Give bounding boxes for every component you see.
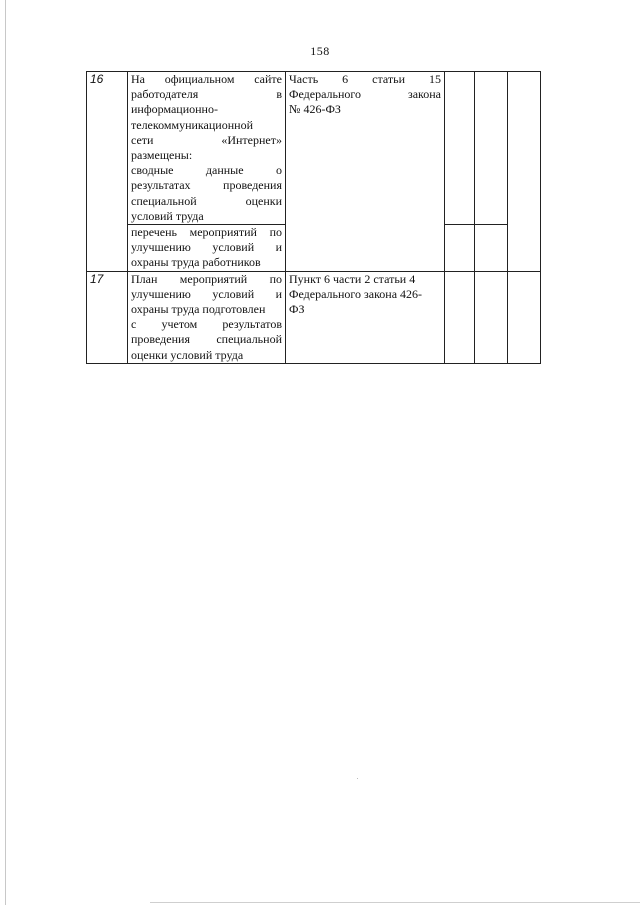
mark-cell: [445, 271, 475, 363]
text-line: условий труда: [131, 208, 204, 223]
text-line: На: [131, 72, 145, 86]
text-line: [131, 72, 282, 87]
page-edge-bottom: [150, 902, 640, 903]
text-line: охраны труда работников: [131, 255, 261, 270]
text-line: результатов: [222, 317, 282, 332]
text-line: по: [269, 271, 282, 286]
text-line: оценки условий труда: [131, 347, 244, 362]
text-line: и: [275, 286, 282, 301]
text-line: мероприятий: [189, 225, 257, 240]
text-line: 15: [429, 72, 441, 86]
text-line: условий: [212, 286, 255, 301]
text-line: [131, 287, 282, 302]
text-line: информационно-: [131, 102, 218, 117]
text-line: в: [276, 87, 282, 102]
text-line: [131, 332, 282, 347]
text-line: [289, 87, 441, 102]
text-line: 6: [342, 72, 349, 86]
requirements-table: [86, 71, 541, 364]
reference-cell-17: [286, 271, 445, 363]
text-line: и: [275, 240, 282, 255]
requirement-cell-16a: [128, 72, 286, 225]
text-line: сводные: [131, 163, 174, 178]
text-line: учетом: [161, 317, 198, 332]
mark-cell: [475, 225, 508, 272]
mark-cell: [445, 72, 475, 225]
page-edge-left: [5, 0, 6, 905]
mark-cell: [475, 271, 508, 363]
text-line: сети: [131, 132, 154, 147]
text-line: условий: [212, 240, 255, 255]
table-row-17: [87, 271, 541, 363]
text-line: [289, 72, 441, 87]
page-number: 158: [310, 44, 330, 58]
text-line: [131, 163, 282, 178]
text-line: [131, 194, 282, 209]
text-line: [131, 240, 282, 255]
text-line: [131, 87, 282, 102]
text-line: данные: [205, 163, 244, 178]
text-line: специальной: [131, 193, 197, 208]
text-line: Пункт 6 части 2 статьи 4: [289, 271, 416, 286]
text-line: Федерального: [289, 87, 362, 102]
text-line: «Интернет»: [221, 132, 282, 147]
note-cell: [508, 271, 541, 363]
text-line: улучшению: [131, 240, 191, 255]
text-line: [131, 225, 282, 240]
text-line: специальной: [216, 332, 282, 347]
text-line: Федерального закона 426-: [289, 286, 423, 301]
text-line: проведения: [223, 178, 282, 193]
text-line: Часть: [289, 72, 319, 86]
requirement-cell-16b: [128, 225, 286, 272]
text-line: охраны труда подготовлен: [131, 302, 266, 317]
reference-cell-16: [286, 72, 445, 272]
mark-cell: [445, 225, 475, 272]
text-line: телекоммуникационной: [131, 117, 253, 132]
text-line: размещены:: [131, 148, 193, 163]
requirement-cell-17: [128, 271, 286, 363]
text-line: ФЗ: [289, 302, 305, 317]
text-line: улучшению: [131, 286, 191, 301]
text-line: № 426-ФЗ: [289, 102, 341, 117]
text-line: [131, 133, 282, 148]
table-row-16-a: [87, 72, 541, 225]
text-line: мероприятий: [179, 271, 248, 286]
text-line: перечень: [131, 225, 178, 240]
note-cell: [508, 72, 541, 272]
text-line: закона: [407, 87, 441, 102]
text-line: официальном: [164, 72, 235, 86]
text-line: статьи: [372, 72, 406, 86]
text-line: с: [131, 317, 137, 332]
text-line: [131, 272, 282, 287]
text-line: сайте: [254, 72, 282, 86]
text-line: [131, 317, 282, 332]
text-line: оценки: [245, 193, 282, 208]
text-line: о: [276, 163, 282, 178]
mark-cell: [475, 72, 508, 225]
row-number-17: 17: [87, 271, 128, 363]
scan-speck: [357, 778, 358, 779]
text-line: работодателя: [131, 87, 199, 102]
row-number-16: 16: [87, 72, 128, 272]
text-line: [131, 178, 282, 193]
text-line: проведения: [131, 332, 190, 347]
text-line: по: [269, 225, 282, 240]
text-line: результатах: [131, 178, 191, 193]
text-line: План: [131, 271, 158, 286]
